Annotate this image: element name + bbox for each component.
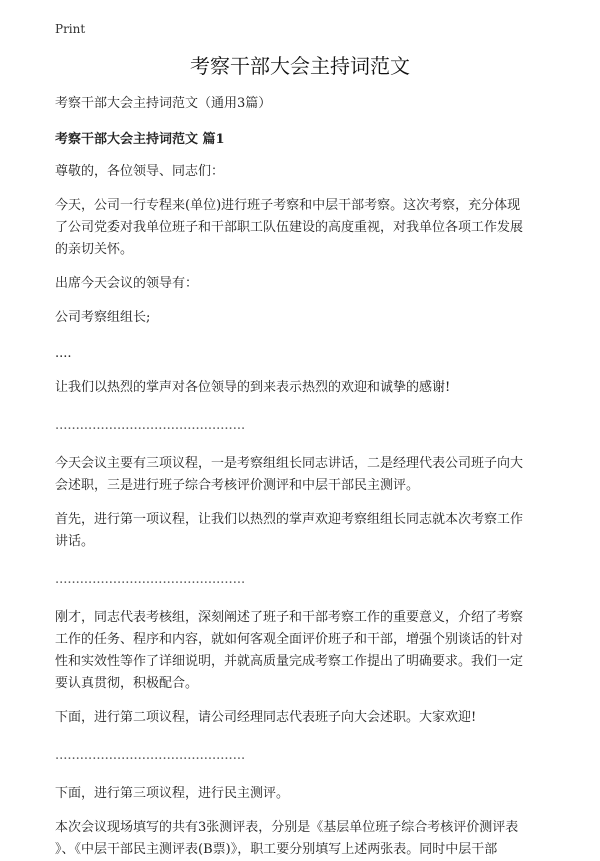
- document-body: [55, 93, 550, 861]
- summary-paragraph: [55, 607, 550, 695]
- summary-line-3: 性和实效性等作了详细说明，并就高质量完成考察工作提出了明确要求。我们一定: [55, 654, 524, 669]
- agenda-paragraph: [55, 453, 550, 497]
- intro-line-1: 今天，公司一行专程来(单位)进行班子考察和中层干部考察。这次考察，充分体现: [55, 198, 521, 213]
- forms-paragraph: [55, 817, 550, 861]
- print-link[interactable]: Print: [55, 22, 86, 36]
- greeting-text: 尊敬的，各位领导、同志们：: [55, 164, 225, 179]
- summary-line-4: 要认真贯彻，积极配合。: [55, 676, 199, 691]
- forms-line-2: 》、《中层干部民主测评表(B票)》，职工要分别填写上述两张表。同时中层干部: [55, 842, 498, 857]
- intro-paragraph: [55, 195, 550, 261]
- agenda-line-2: 会述职，三是进行班子综合考核评价测评和中层干部民主测评。: [55, 478, 420, 493]
- summary-line-1: 刚才，同志代表考核组，深刻阐述了班子和干部考察工作的重要意义，介绍了考察: [55, 610, 524, 625]
- first-item-line-2: 讲话。: [55, 534, 95, 549]
- separator-line: ..............................................: [55, 748, 246, 763]
- welcome-text: 让我们以热烈的掌声对各位领导的到来表示热烈的欢迎和诚挚的感谢!: [55, 380, 451, 395]
- third-item-text: 下面，进行第三项议程，进行民主测评。: [55, 786, 290, 801]
- section-heading: 考察干部大会主持词范文 篇1: [55, 132, 225, 147]
- agenda-line-1: 今天会议主要有三项议程，一是考察组组长同志讲话，二是经理代表公司班子向大: [55, 456, 524, 471]
- attendees-label: 出席今天会议的领导有：: [55, 276, 199, 291]
- page-title: 考察干部大会主持词范文: [190, 54, 410, 78]
- first-item-line-1: 首先，进行第一项议程，让我们以热烈的掌声欢迎考察组组长同志就本次考察工作: [55, 512, 524, 527]
- document-subtitle: 考察干部大会主持词范文（通用3篇）: [55, 96, 272, 111]
- forms-line-1: 本次会议现场填写的共有3张测评表，分别是《基层单位班子综合考核评价测评表: [55, 820, 519, 835]
- first-item-paragraph: [55, 509, 550, 553]
- separator-line: ..............................................: [55, 418, 246, 433]
- second-item-text: 下面，进行第二项议程，请公司经理同志代表班子向大会述职。大家欢迎!: [55, 710, 477, 725]
- attendee-line: 公司考察组组长;: [55, 310, 151, 325]
- ellipsis-line: ....: [55, 346, 72, 361]
- summary-line-2: 工作的任务、程序和内容，就如何客观全面评价班子和干部，增强个别谈话的针对: [55, 632, 524, 647]
- separator-line: ..............................................: [55, 572, 246, 587]
- intro-line-3: 的亲切关怀。: [55, 242, 134, 257]
- intro-line-2: 了公司党委对我单位班子和干部职工队伍建设的高度重视，对我单位各项工作发展: [55, 220, 524, 235]
